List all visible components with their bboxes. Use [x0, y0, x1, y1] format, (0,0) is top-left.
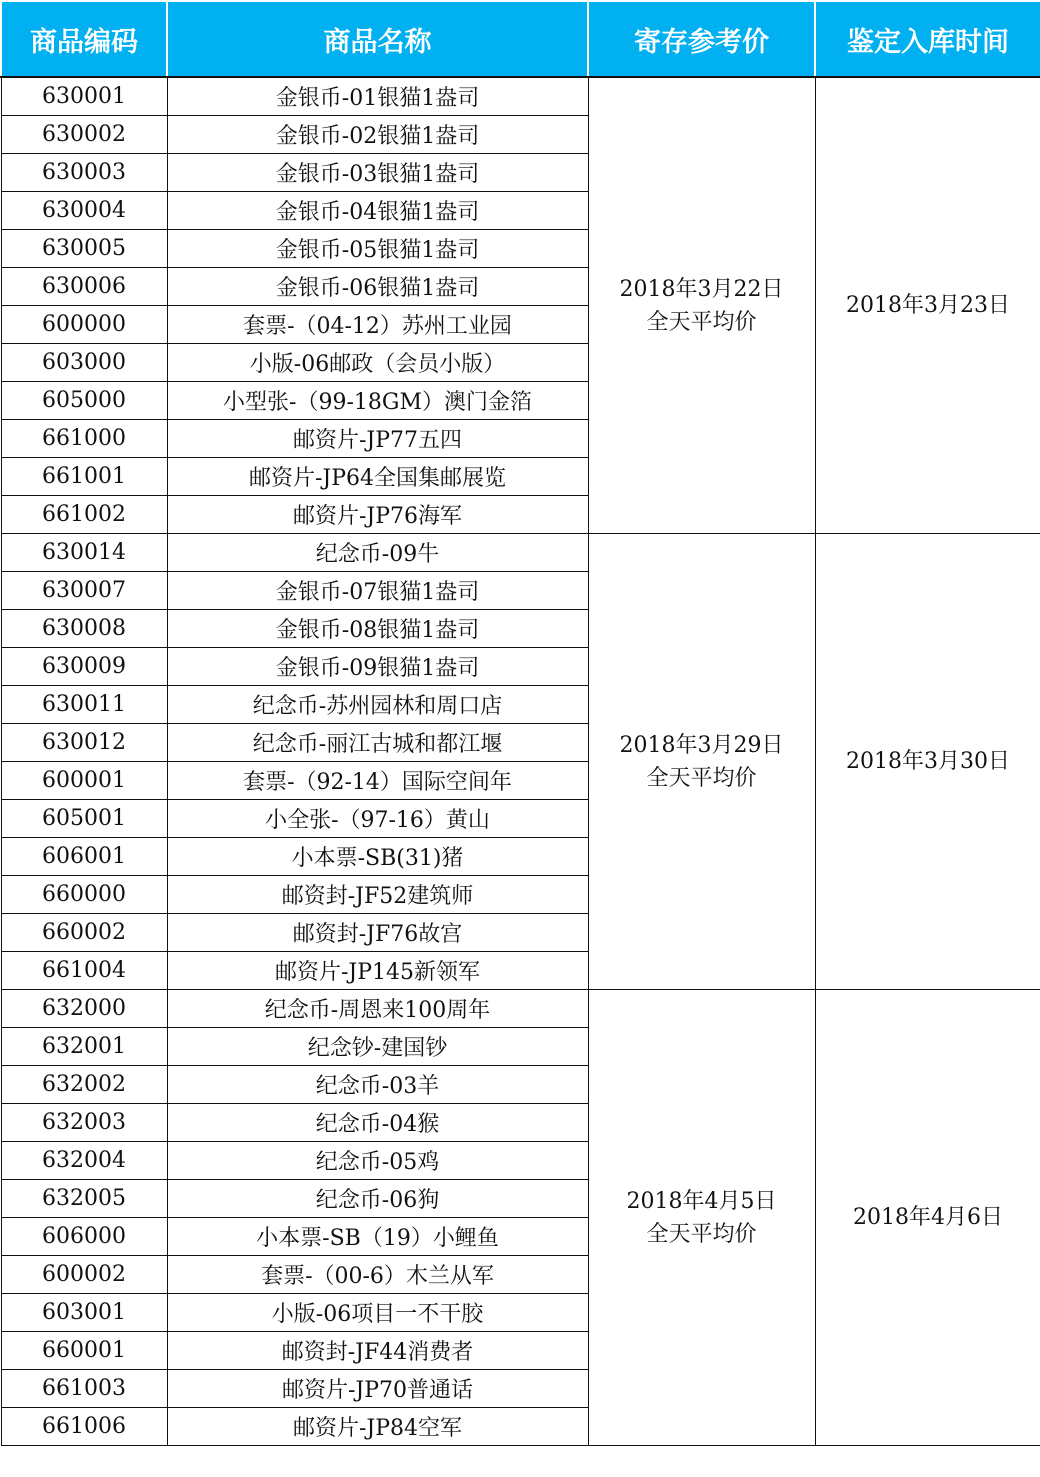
cell-product-name: 邮资片-JP70普通话 [167, 1370, 588, 1408]
cell-product-code: 632003 [1, 1104, 167, 1142]
cell-product-name: 套票-（04-12）苏州工业园 [167, 306, 588, 344]
table-row [1, 534, 1040, 572]
cell-product-name: 邮资片-JP64全国集邮展览 [167, 458, 588, 496]
cell-product-code: 661000 [1, 420, 167, 458]
cell-product-name: 邮资封-JF76故宫 [167, 914, 588, 952]
price-date-text: 2018年4月5日 [626, 1188, 777, 1214]
cell-product-code: 630004 [1, 192, 167, 230]
cell-product-name: 邮资封-JF44消费者 [167, 1332, 588, 1370]
cell-product-name: 纪念币-周恩来100周年 [167, 990, 588, 1028]
cell-product-code: 632001 [1, 1028, 167, 1066]
cell-product-name: 纪念币-04猴 [167, 1104, 588, 1142]
cell-product-code: 661001 [1, 458, 167, 496]
cell-product-name: 金银币-03银猫1盎司 [167, 154, 588, 192]
cell-product-code: 630005 [1, 230, 167, 268]
table-row [1, 77, 1040, 116]
header-time: 鉴定入库时间 [815, 1, 1040, 77]
cell-product-name: 纪念币-09牛 [167, 534, 588, 572]
cell-product-name: 邮资片-JP145新领军 [167, 952, 588, 990]
cell-warehousing-date: 2018年3月23日 [815, 77, 1040, 534]
cell-product-name: 纪念钞-建国钞 [167, 1028, 588, 1066]
cell-product-code: 661003 [1, 1370, 167, 1408]
cell-product-code: 603001 [1, 1294, 167, 1332]
cell-product-name: 金银币-05银猫1盎司 [167, 230, 588, 268]
cell-product-code: 606000 [1, 1218, 167, 1256]
cell-product-code: 661004 [1, 952, 167, 990]
cell-product-code: 632005 [1, 1180, 167, 1218]
cell-product-name: 纪念币-06狗 [167, 1180, 588, 1218]
price-date-text: 2018年3月29日 [619, 732, 784, 758]
cell-product-name: 金银币-09银猫1盎司 [167, 648, 588, 686]
cell-product-code: 605001 [1, 800, 167, 838]
cell-product-code: 660002 [1, 914, 167, 952]
cell-product-name: 小型张-（99-18GM）澳门金箔 [167, 382, 588, 420]
cell-product-name: 纪念币-03羊 [167, 1066, 588, 1104]
cell-product-name: 套票-（00-6）木兰从军 [167, 1256, 588, 1294]
cell-product-code: 630009 [1, 648, 167, 686]
cell-product-code: 630002 [1, 116, 167, 154]
header-row [1, 1, 1040, 77]
cell-product-code: 630008 [1, 610, 167, 648]
cell-product-name: 金银币-06银猫1盎司 [167, 268, 588, 306]
table-row [1, 990, 1040, 1028]
cell-warehousing-date: 2018年4月6日 [815, 990, 1040, 1446]
table-header [1, 1, 1040, 77]
price-basis-text: 全天平均价 [646, 309, 757, 335]
cell-product-name: 金银币-07银猫1盎司 [167, 572, 588, 610]
cell-product-name: 邮资封-JF52建筑师 [167, 876, 588, 914]
cell-warehousing-date: 2018年3月30日 [815, 534, 1040, 990]
cell-product-code: 605000 [1, 382, 167, 420]
cell-reference-price [588, 77, 815, 534]
cell-product-code: 630007 [1, 572, 167, 610]
cell-reference-price [588, 534, 815, 990]
cell-product-name: 邮资片-JP77五四 [167, 420, 588, 458]
cell-product-name: 小本票-SB（19）小鲤鱼 [167, 1218, 588, 1256]
cell-product-code: 630014 [1, 534, 167, 572]
cell-product-name: 邮资片-JP84空军 [167, 1408, 588, 1446]
header-code: 商品编码 [1, 1, 167, 77]
cell-product-name: 纪念币-05鸡 [167, 1142, 588, 1180]
price-basis-text: 全天平均价 [646, 765, 757, 791]
cell-product-name: 小本票-SB(31)猪 [167, 838, 588, 876]
cell-product-code: 661006 [1, 1408, 167, 1446]
cell-product-code: 632000 [1, 990, 167, 1028]
cell-reference-price [588, 990, 815, 1446]
cell-product-name: 金银币-02银猫1盎司 [167, 116, 588, 154]
cell-product-name: 小全张-（97-16）黄山 [167, 800, 588, 838]
cell-product-name: 小版-06项目一不干胶 [167, 1294, 588, 1332]
cell-product-name: 纪念币-苏州园林和周口店 [167, 686, 588, 724]
cell-product-name: 金银币-01银猫1盎司 [167, 77, 588, 116]
cell-product-code: 660001 [1, 1332, 167, 1370]
cell-product-code: 661002 [1, 496, 167, 534]
cell-product-code: 600002 [1, 1256, 167, 1294]
cell-product-name: 金银币-04银猫1盎司 [167, 192, 588, 230]
price-basis-text: 全天平均价 [646, 1221, 757, 1247]
cell-product-name: 邮资片-JP76海军 [167, 496, 588, 534]
price-date-text: 2018年3月22日 [619, 276, 784, 302]
cell-product-name: 套票-（92-14）国际空间年 [167, 762, 588, 800]
cell-product-code: 606001 [1, 838, 167, 876]
cell-product-name: 纪念币-丽江古城和都江堰 [167, 724, 588, 762]
header-name: 商品名称 [167, 1, 588, 77]
cell-product-name: 金银币-08银猫1盎司 [167, 610, 588, 648]
cell-product-code: 632002 [1, 1066, 167, 1104]
cell-product-code: 630012 [1, 724, 167, 762]
cell-product-name: 小版-06邮政（会员小版） [167, 344, 588, 382]
header-price: 寄存参考价 [588, 1, 815, 77]
cell-product-code: 603000 [1, 344, 167, 382]
cell-product-code: 600001 [1, 762, 167, 800]
cell-product-code: 630006 [1, 268, 167, 306]
cell-product-code: 660000 [1, 876, 167, 914]
cell-product-code: 630011 [1, 686, 167, 724]
table-body [1, 77, 1040, 1446]
cell-product-code: 600000 [1, 306, 167, 344]
cell-product-code: 630003 [1, 154, 167, 192]
cell-product-code: 632004 [1, 1142, 167, 1180]
cell-product-code: 630001 [1, 77, 167, 116]
